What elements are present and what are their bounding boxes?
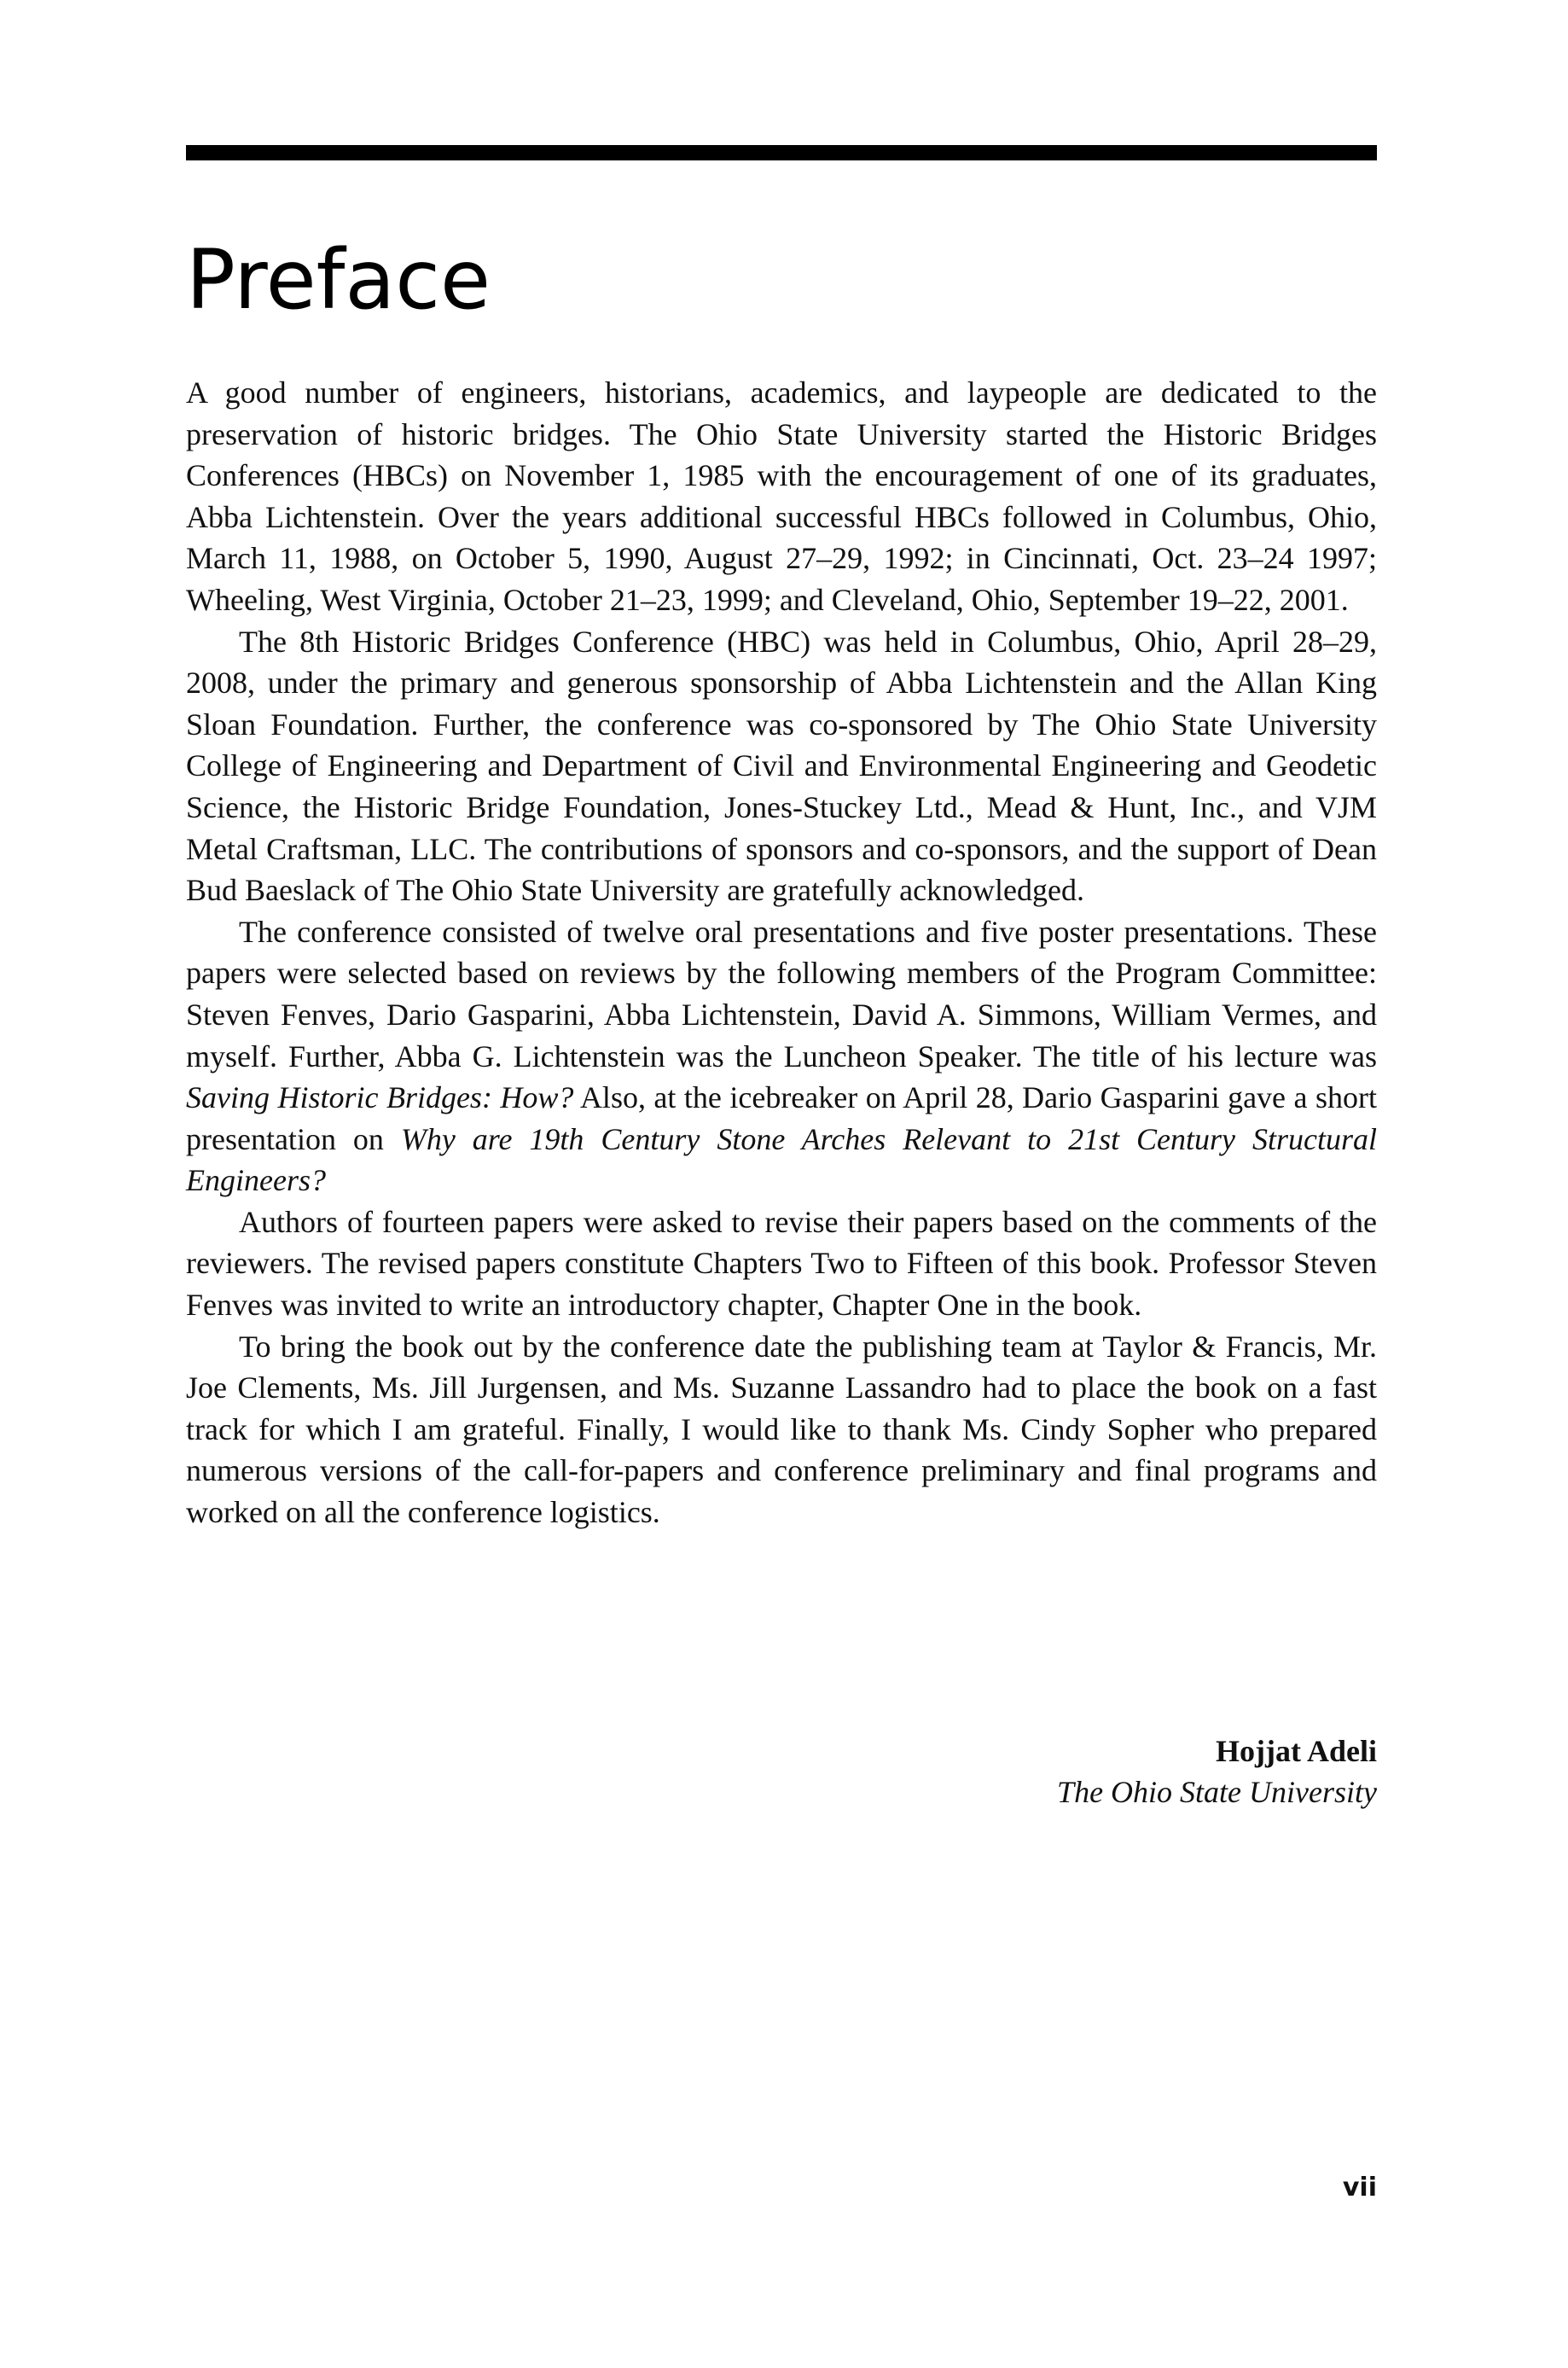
paragraph-3-text-b: Also, at the icebreaker on April 28, Dario Gasparini gave a short presentation on xyxy=(186,1080,1377,1156)
author-affiliation: The Ohio State University xyxy=(1057,1775,1377,1809)
paragraph-3-text-a: The conference consisted of twelve oral presentations and five poster presentations. These papers were selected based on reviews by the following members of the Program Committee: Steven Fenves, Dario Gasparini, Abba Lichtenstein, David A. Simmons, William Vermes, and myself. Further, Abba G. Lichtenstein was the Luncheon Speaker. The title of his lecture was xyxy=(186,914,1377,1073)
paragraph-1: A good number of engineers, historians, academics, and laypeople are dedicated to the preservation of historic bridges. The Ohio State University started the Historic Bridges Conferences (HBCs) on November 1, 1985 with the encouragement of one of its graduates, Abba Lichtenstein. Over the years additional successful HBCs followed in Columbus, Ohio, March 11, 1988, on October 5, 1990, August 27–29, 1992; in Cincinnati, Oct. 23–24 1997; Wheeling, West Virginia, October 21–23, 1999; and Cleveland, Ohio, September 19–22, 2001. xyxy=(186,375,1377,617)
lecture-title: Saving Historic Bridges: How? xyxy=(186,1080,574,1115)
chapter-top-rule xyxy=(186,145,1377,160)
paragraph-4: Authors of fourteen papers were asked to revise their papers based on the comments of the reviewers. The revised papers constitute Chapters Two to Fifteen of this book. Professor Steven Fenves was invited to write an introductory chapter, Chapter One in the book. xyxy=(186,1204,1377,1323)
page-title: Preface xyxy=(186,232,491,328)
author-name: Hojjat Adeli xyxy=(1216,1734,1377,1768)
page-number: vii xyxy=(1342,2173,1377,2202)
paragraph-2: The 8th Historic Bridges Conference (HBC) was held in Columbus, Ohio, April 28–29, 2008, under the primary and generous sponsorship of Abba Lichtenstein and the Allan King Sloan Foundation. Further, the conference was co-sponsored by The Ohio State University College of Engineering and Department of Civil and Environmental Engineering and Geodetic Science, the Historic Bridge Foundation, Jones-Stuckey Ltd., Mead & Hunt, Inc., and VJM Metal Craftsman, LLC. The contributions of sponsors and co-sponsors, and the support of Dean Bud Baeslack of The Ohio State University are gratefully acknowledged. xyxy=(186,624,1377,908)
presentation-title: Why are 19th Century Stone Arches Relevant to 21st Century Structural Engineers? xyxy=(186,1121,1377,1198)
signature-block xyxy=(186,1731,1377,1812)
preface-body xyxy=(186,372,1377,1533)
paragraph-3 xyxy=(186,911,1377,1201)
paragraph-5: To bring the book out by the conference date the publishing team at Taylor & Francis, Mr. Joe Clements, Ms. Jill Jurgensen, and Ms. Suzanne Lassandro had to place the book on a fast track for which I am grateful. Finally, I would like to thank Ms. Cindy Sopher who prepared numerous versions of the call-for-papers and conference preliminary and final programs and worked on all the conference logistics. xyxy=(186,1329,1377,1530)
